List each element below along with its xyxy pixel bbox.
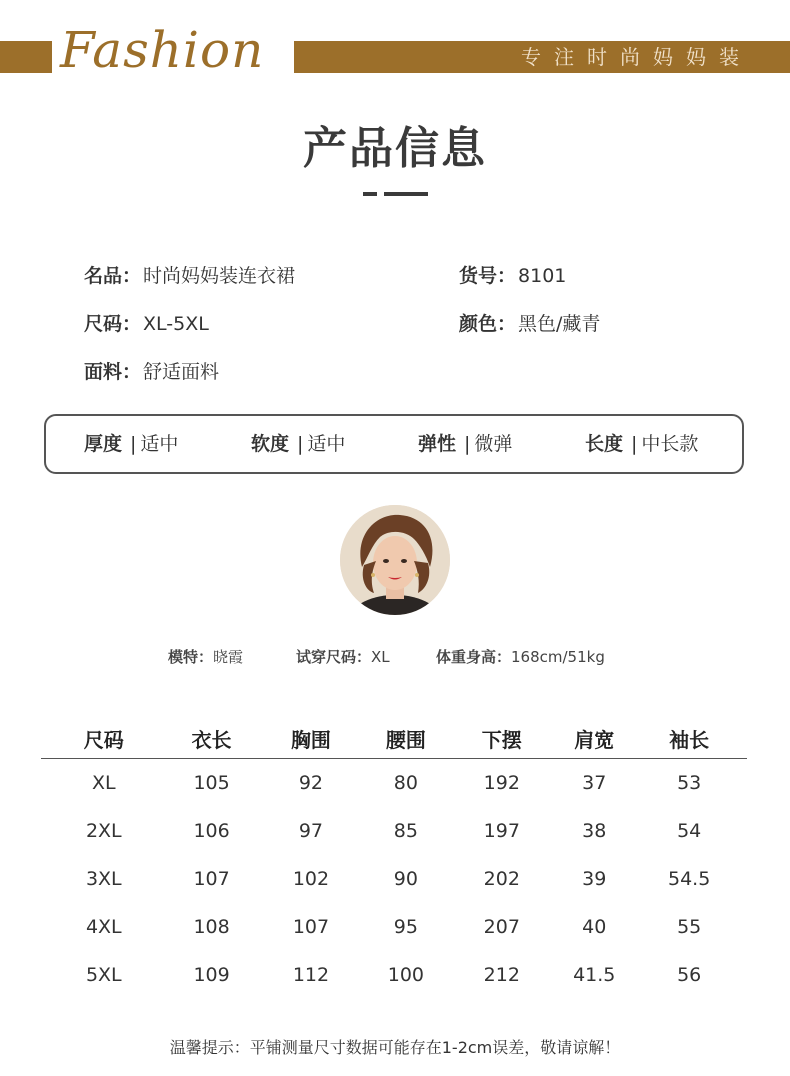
table-cell: 106	[193, 820, 230, 842]
attribute-box	[44, 414, 744, 474]
info-sku	[459, 261, 566, 288]
table-row	[41, 855, 747, 903]
table-cell: 39	[582, 868, 607, 890]
attr-thickness-value: 适中	[140, 433, 179, 455]
model-size	[296, 646, 390, 667]
table-cell: 207	[483, 916, 520, 938]
header-cell: 衣长	[191, 727, 232, 752]
table-cell: 4XL	[85, 916, 122, 938]
table-cell: 80	[393, 772, 418, 794]
table-cell: 107	[193, 868, 230, 890]
table-row	[41, 951, 747, 999]
table-cell: 95	[393, 916, 418, 938]
table-cell: 54	[677, 820, 702, 842]
table-cell: 37	[582, 772, 607, 794]
info-sku-value: 8101	[518, 265, 567, 287]
model-name-label: 模特：	[168, 648, 214, 666]
title-divider-long	[384, 192, 428, 196]
model-size-label: 试穿尺码：	[296, 648, 372, 666]
attr-elasticity-label: 弹性	[418, 433, 457, 455]
table-cell: 102	[292, 868, 330, 890]
info-name-value: 时尚妈妈装连衣裙	[143, 265, 296, 287]
model-size-value: XL	[371, 648, 390, 666]
info-color-label: 颜色：	[459, 313, 517, 335]
info-sku-label: 货号：	[459, 265, 517, 287]
info-size-label: 尺码：	[84, 313, 142, 335]
model-avatar	[340, 505, 450, 615]
header-cell: 下摆	[481, 727, 522, 752]
table-cell: 192	[483, 772, 520, 794]
size-table	[41, 718, 747, 999]
attr-elasticity	[418, 416, 512, 472]
header-cell: 胸围	[290, 727, 331, 752]
model-name-value: 晓霞	[213, 648, 244, 666]
info-fabric	[84, 357, 219, 384]
model-portrait-image	[340, 505, 450, 615]
header-cell: 腰围	[385, 727, 426, 752]
table-cell: 54.5	[668, 868, 711, 890]
slogan: 专注时尚妈妈装	[521, 45, 752, 69]
table-cell: 53	[677, 772, 702, 794]
info-size	[84, 309, 209, 336]
table-cell: 107	[292, 916, 330, 938]
table-cell: 5XL	[85, 964, 122, 986]
table-cell: XL	[91, 772, 116, 794]
table-cell: 2XL	[85, 820, 122, 842]
size-table-header	[41, 718, 747, 759]
info-color	[459, 309, 600, 336]
attr-separator: |	[631, 433, 638, 455]
info-name-label: 名品：	[84, 265, 142, 287]
attr-separator: |	[297, 433, 304, 455]
table-cell: 55	[677, 916, 702, 938]
attr-softness	[251, 416, 345, 472]
table-cell: 56	[677, 964, 702, 986]
info-color-value: 黑色/藏青	[518, 313, 601, 335]
model-body-label: 体重身高：	[436, 648, 512, 666]
model-body-value: 168cm/51kg	[511, 648, 605, 666]
table-cell: 90	[393, 868, 418, 890]
attr-softness-label: 软度	[251, 433, 290, 455]
attr-thickness	[84, 416, 178, 472]
header-cell: 袖长	[669, 727, 710, 752]
header-cell: 尺码	[83, 727, 124, 752]
attr-softness-value: 适中	[307, 433, 346, 455]
table-cell: 112	[292, 964, 330, 986]
table-cell: 85	[393, 820, 418, 842]
table-cell: 38	[582, 820, 607, 842]
attr-length	[585, 416, 698, 472]
header-bar-left	[0, 41, 52, 73]
info-fabric-value: 舒适面料	[143, 361, 220, 383]
attr-elasticity-value: 微弹	[474, 433, 513, 455]
table-cell: 212	[483, 964, 520, 986]
table-cell: 109	[193, 964, 230, 986]
attr-length-label: 长度	[585, 433, 624, 455]
model-body	[436, 646, 605, 667]
brand-logo: Fashion	[60, 21, 265, 79]
measurement-note: 温馨提示：平铺测量尺寸数据可能存在1-2cm误差，敬请谅解！	[169, 1038, 621, 1057]
attr-thickness-label: 厚度	[84, 433, 123, 455]
table-cell: 41.5	[573, 964, 616, 986]
info-size-value: XL-5XL	[143, 313, 209, 335]
attr-separator: |	[130, 433, 137, 455]
table-row	[41, 759, 747, 807]
model-name	[168, 646, 243, 667]
table-row	[41, 903, 747, 951]
info-fabric-label: 面料：	[84, 361, 142, 383]
table-cell: 108	[193, 916, 230, 938]
table-cell: 92	[298, 772, 324, 794]
info-name	[84, 261, 295, 288]
table-cell: 105	[193, 772, 230, 794]
attr-length-value: 中长款	[641, 433, 699, 455]
table-cell: 197	[483, 820, 520, 842]
table-cell: 40	[582, 916, 607, 938]
table-row	[41, 807, 747, 855]
table-cell: 97	[298, 820, 324, 842]
table-cell: 100	[387, 964, 424, 986]
table-cell: 202	[483, 868, 520, 890]
table-cell: 3XL	[85, 868, 122, 890]
title-divider-short	[363, 192, 377, 196]
page-title: 产品信息	[303, 123, 487, 174]
attr-separator: |	[464, 433, 471, 455]
header-cell: 肩宽	[574, 727, 615, 752]
